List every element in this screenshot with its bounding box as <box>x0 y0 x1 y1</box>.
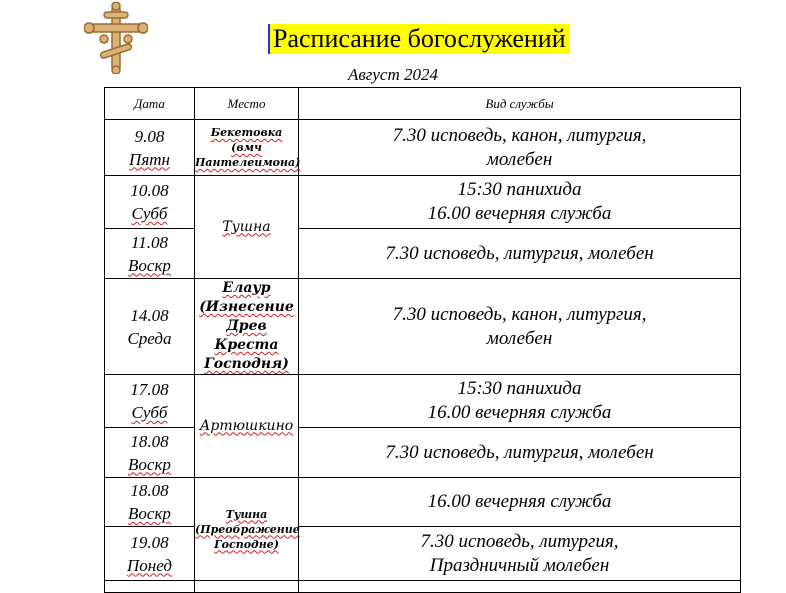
place-line: Елаур <box>222 280 271 296</box>
page-title: Расписание богослужений <box>268 24 570 54</box>
table-row <box>105 279 741 375</box>
table-row <box>105 120 741 176</box>
service-cell <box>299 375 741 428</box>
place-line: Древ Креста <box>214 318 279 353</box>
place-line: Тушна <box>222 218 271 235</box>
weekday: Субб <box>131 403 168 422</box>
date-cell <box>105 428 195 478</box>
empty-cell <box>105 581 195 593</box>
place-line: (вмч <box>231 141 262 154</box>
weekday: Воскр <box>128 255 171 275</box>
service-line: 16.00 вечерняя служба <box>427 491 612 512</box>
service-line: молебен <box>486 148 553 170</box>
date-value: 18.08 <box>130 431 169 451</box>
orthodox-cross-logo <box>84 2 148 74</box>
date-cell <box>105 229 195 279</box>
place-line: (Преображение <box>195 522 300 536</box>
date-cell <box>105 527 195 581</box>
place-cell <box>195 279 299 375</box>
schedule-table <box>104 87 741 593</box>
service-cell <box>299 279 741 375</box>
weekday: Пятн <box>129 149 170 169</box>
place-line: (Изнесение <box>199 299 294 315</box>
place-line: Тушна <box>225 507 268 521</box>
table-row <box>105 176 741 229</box>
weekday: Понед <box>127 555 172 575</box>
weekday: Субб <box>131 204 168 223</box>
date-value: 18.08 <box>130 481 169 500</box>
service-line: 16.00 вечерняя служба <box>427 402 612 423</box>
month-label: Август 2024 <box>347 65 438 84</box>
place-line: Господня) <box>204 356 289 372</box>
header-service: Вид службы <box>299 88 741 120</box>
empty-cell <box>195 581 299 593</box>
table-row <box>105 581 741 593</box>
place-cell <box>195 375 299 478</box>
service-line: 7.30 исповедь, литургия, молебен <box>385 441 654 463</box>
place-line: Бекетовка <box>210 126 283 139</box>
empty-cell <box>299 581 741 593</box>
service-line: 7.30 исповедь, канон, литургия, <box>392 303 647 325</box>
date-cell <box>105 375 195 428</box>
service-cell <box>299 527 741 581</box>
service-cell <box>299 229 741 279</box>
date-value: 14.08 <box>130 305 169 325</box>
place-line: Пантелеимона) <box>195 156 301 169</box>
date-value: 9.08 <box>134 126 165 146</box>
place-cell <box>195 120 299 176</box>
weekday: Воскр <box>128 454 171 474</box>
place-cell <box>195 478 299 581</box>
service-cell <box>299 176 741 229</box>
date-cell <box>105 120 195 176</box>
date-value: 10.08 <box>130 181 169 200</box>
header-date: Дата <box>105 88 195 120</box>
date-cell <box>105 279 195 375</box>
service-cell <box>299 478 741 527</box>
service-cell <box>299 120 741 176</box>
date-value: 19.08 <box>130 532 169 552</box>
service-line: Праздничный молебен <box>429 554 610 576</box>
service-line: 7.30 исповедь, литургия, молебен <box>385 242 654 264</box>
service-cell <box>299 428 741 478</box>
weekday: Воскр <box>128 504 171 523</box>
date-value: 11.08 <box>131 232 168 252</box>
service-line: молебен <box>486 327 553 349</box>
place-cell <box>195 176 299 279</box>
weekday: Среда <box>127 328 172 348</box>
table-row <box>105 478 741 527</box>
date-cell <box>105 478 195 527</box>
place-line: Артюшкино <box>199 417 294 434</box>
service-line: 7.30 исповедь, канон, литургия, <box>392 124 647 146</box>
service-line: 7.30 исповедь, литургия, <box>420 530 619 552</box>
date-value: 17.08 <box>130 380 169 399</box>
place-line: Господне) <box>214 537 279 551</box>
date-cell <box>105 176 195 229</box>
header-place: Место <box>195 88 299 120</box>
table-row <box>105 375 741 428</box>
service-line: 16.00 вечерняя служба <box>427 203 612 224</box>
service-line: 15:30 панихида <box>457 378 582 399</box>
table-header-row <box>105 88 741 120</box>
service-line: 15:30 панихида <box>457 179 582 200</box>
